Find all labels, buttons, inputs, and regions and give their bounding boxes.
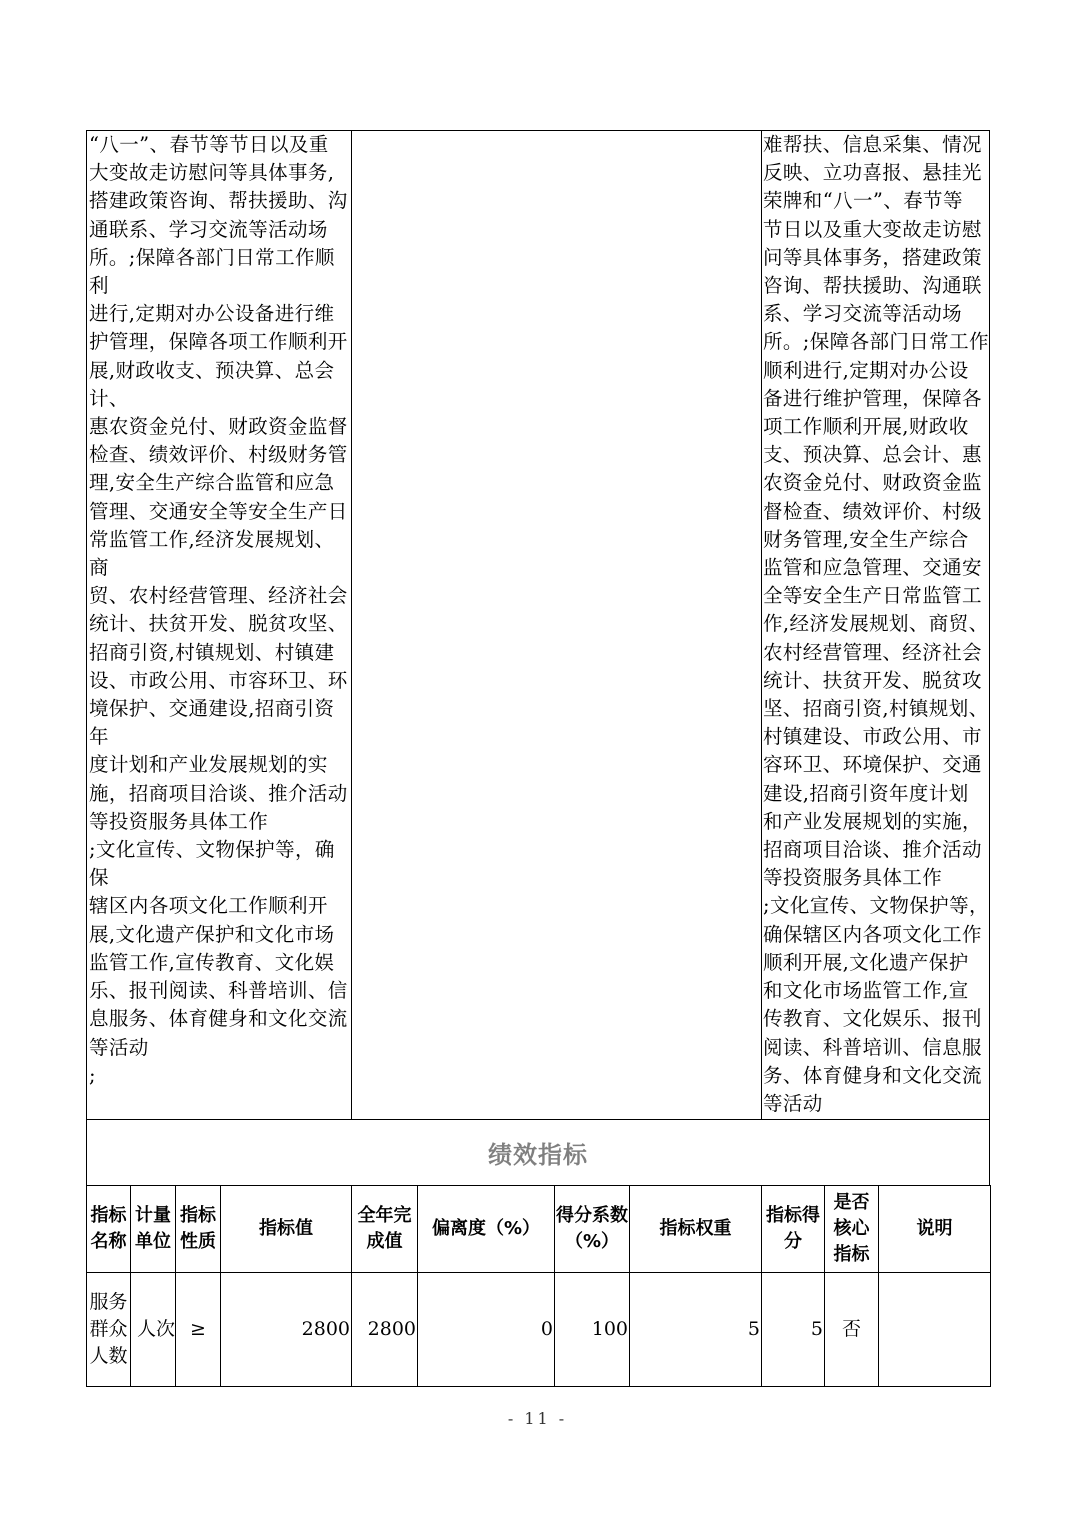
performance-title: 绩效指标: [488, 1140, 588, 1169]
header-completed: 全年完成值: [352, 1186, 418, 1273]
header-value: 指标值: [221, 1186, 352, 1273]
header-weight: 指标权重: [630, 1186, 762, 1273]
cell-completed: 2800: [352, 1273, 418, 1387]
performance-indicator-table: [86, 1185, 991, 1387]
cell-note: [879, 1273, 991, 1387]
column-divider: [351, 131, 352, 1119]
cell-core: 否: [825, 1273, 879, 1387]
header-indicator-name: 指标名称: [87, 1186, 131, 1273]
header-score-coefficient: 得分系数（%）: [555, 1186, 630, 1273]
cell-unit: 人次: [131, 1273, 176, 1387]
header-unit: 计量单位: [131, 1186, 176, 1273]
header-core: 是否核心指标: [825, 1186, 879, 1273]
column-divider: [761, 131, 762, 1119]
performance-title-row: [86, 1119, 990, 1186]
table-row: [87, 1273, 991, 1387]
table-header-row: [87, 1186, 991, 1273]
header-deviation: 偏离度（%）: [418, 1186, 555, 1273]
cell-weight: 5: [630, 1273, 762, 1387]
header-score: 指标得分: [762, 1186, 825, 1273]
content-left-cell: “八一”、春节等节日以及重 大变故走访慰问等具体事务, 搭建政策咨询、帮扶援助、沟 通联系、学习交流等活动场 所。;保障各部门日常工作顺利 进行,定期对办公设备进行维 护管理，保障各项工作顺利开 展,财政收支、预决算、总会计、 惠农资金兑付、财政资金监督 检查、绩效评价、村级财务管 理,安全生产综合监管和应急 管理、交通安全等安全生产日 常监管工作,经济发展规划、商 贸、农村经营管理、经济社会 统计、扶贫开发、脱贫攻坚、 招商引资,村镇规划、村镇建 设、市政公用、市容环卫、环 境保护、交通建设,招商引资年 度计划和产业发展规划的实 施，招商项目洽谈、推介活动 等投资服务具体工作 ;文化宣传、文物保护等，确保 辖区内各项文化工作顺利开 展,文化遗产保护和文化市场 监管工作,宣传教育、文化娱 乐、报刊阅读、科普培训、信 息服务、体育健身和文化交流 等活动 ;: [89, 133, 348, 1087]
header-note: 说明: [879, 1186, 991, 1273]
header-nature: 指标性质: [176, 1186, 221, 1273]
cell-nature: ≥: [176, 1273, 221, 1387]
cell-value: 2800: [221, 1273, 352, 1387]
project-content-table: [86, 130, 990, 1120]
cell-deviation: 0: [418, 1273, 555, 1387]
cell-score: 5: [762, 1273, 825, 1387]
cell-score-coefficient: 100: [555, 1273, 630, 1387]
cell-indicator-name: 服务群众人数: [87, 1273, 131, 1387]
content-right-cell: 难帮扶、信息采集、情况 反映、立功喜报、悬挂光 荣牌和“八一”、春节等 节日以及重大变故走访慰 问等具体事务，搭建政策 咨询、帮扶援助、沟通联 系、学习交流等活动场 所。;保障各部门日常工作 顺利进行,定期对办公设 备进行维护管理，保障各 项工作顺利开展,财政收 支、预决算、总会计、惠 农资金兑付、财政资金监 督检查、绩效评价、村级 财务管理,安全生产综合 监管和应急管理、交通安 全等安全生产日常监管工 作,经济发展规划、商贸、 农村经营管理、经济社会 统计、扶贫开发、脱贫攻 坚、招商引资,村镇规划、 村镇建设、市政公用、市 容环卫、环境保护、交通 建设,招商引资年度计划 和产业发展规划的实施， 招商项目洽谈、推介活动 等投资服务具体工作 ;文化宣传、文物保护等， 确保辖区内各项文化工作 顺利开展,文化遗产保护 和文化市场监管工作,宣 传教育、文化娱乐、报刊 阅读、科普培训、信息服 务、体育健身和文化交流 等活动: [763, 133, 989, 1115]
page-number: - 11 -: [507, 1409, 568, 1428]
